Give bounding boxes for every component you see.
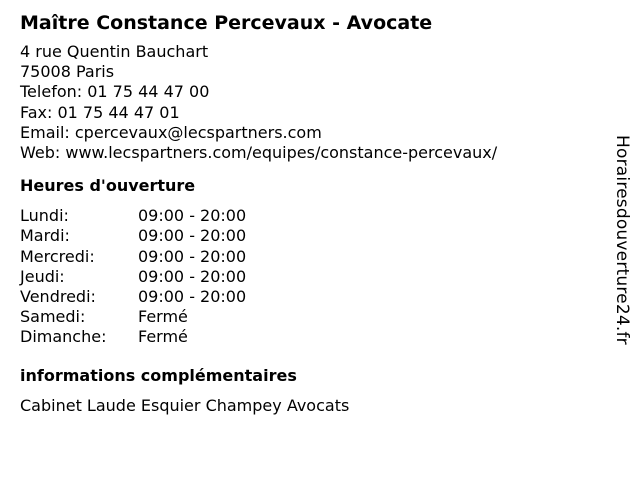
day-label: Mardi: xyxy=(20,226,70,246)
hours-row-friday xyxy=(20,287,600,307)
email-address: Email: cpercevaux@lecspartners.com xyxy=(20,122,322,142)
phone-number: Telefon: 01 75 44 47 00 xyxy=(20,82,210,102)
business-card xyxy=(20,10,600,416)
site-watermark: Horairesdouverture24.fr xyxy=(612,135,632,345)
hours-row-monday xyxy=(20,206,600,226)
day-label: Vendredi: xyxy=(20,287,96,307)
day-hours: 09:00 - 20:00 xyxy=(138,266,247,286)
website-url: Web: www.lecspartners.com/equipes/constance-percevaux/ xyxy=(20,143,498,163)
opening-hours-list xyxy=(20,206,600,347)
day-hours: 09:00 - 20:00 xyxy=(138,226,247,246)
additional-info-heading: informations complémentaires xyxy=(20,365,297,385)
fax-number: Fax: 01 75 44 47 01 xyxy=(20,102,180,122)
business-title: Maître Constance Percevaux - Avocate xyxy=(20,12,433,34)
day-label: Lundi: xyxy=(20,206,69,226)
address-street: 4 rue Quentin Bauchart xyxy=(20,42,209,61)
day-label: Jeudi: xyxy=(20,266,65,286)
hours-row-tuesday xyxy=(20,226,600,246)
day-hours: 09:00 - 20:00 xyxy=(138,287,247,307)
opening-hours-heading: Heures d'ouverture xyxy=(20,176,196,196)
hours-row-saturday xyxy=(20,307,600,327)
day-label: Mercredi: xyxy=(20,246,95,266)
address-city: 75008 Paris xyxy=(20,62,115,82)
day-hours: 09:00 - 20:00 xyxy=(138,206,247,226)
hours-row-thursday xyxy=(20,267,600,287)
day-label: Dimanche: xyxy=(20,327,107,347)
hours-row-sunday xyxy=(20,327,600,347)
hours-row-wednesday xyxy=(20,247,600,267)
day-hours: Fermé xyxy=(138,327,188,347)
day-hours: 09:00 - 20:00 xyxy=(138,246,247,266)
day-label: Samedi: xyxy=(20,307,86,327)
additional-info-text: Cabinet Laude Esquier Champey Avocats xyxy=(20,395,350,415)
day-hours: Fermé xyxy=(138,307,188,327)
